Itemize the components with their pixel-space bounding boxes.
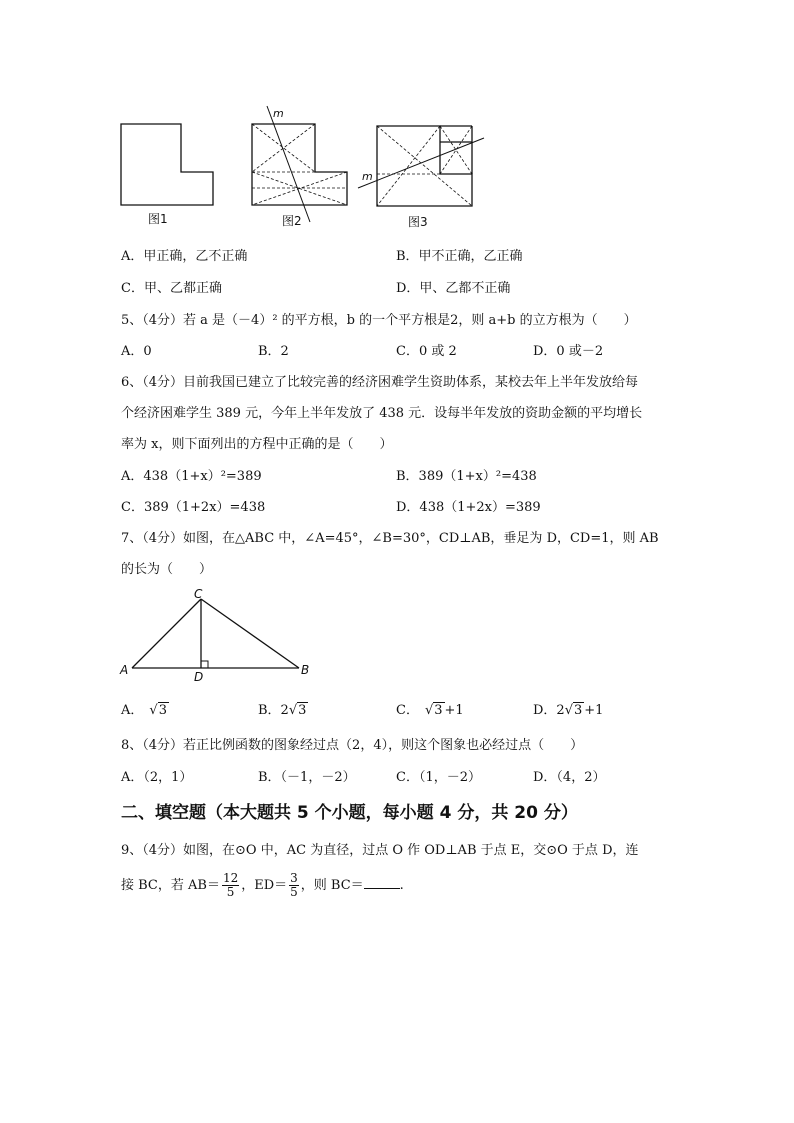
q4-option-d: D．甲、乙都不正确: [396, 281, 511, 296]
fraction-ed: $\frac{3}{5}$: [290, 871, 298, 899]
q7-triangle-figure: [114, 585, 324, 685]
q8-option-c: C．（1，－2）: [396, 770, 481, 785]
q4-option-b: B．甲不正确，乙正确: [396, 249, 523, 264]
q6-option-d: D．438（1+2x）=389: [396, 500, 541, 515]
figure-3-dashed-lines: [377, 126, 472, 206]
q7-option-b: B．2√3: [258, 703, 307, 718]
q9-stem-line2: 接 BC，若 AB＝ $\frac{12}{5}$ ，ED＝ $\frac{3}{5}$ ，则 BC＝ .: [121, 871, 404, 899]
side-bc: [201, 599, 299, 668]
q8-stem: 8、（4分）若正比例函数的图象经过点（2，4），则这个图象也必经过点（ ）: [121, 738, 584, 753]
q7-b-radicand: 3: [298, 703, 307, 718]
q6-stem-line3: 率为 x，则下面列出的方程中正确的是（ ）: [121, 437, 393, 452]
q5-option-a: A．0: [121, 344, 152, 359]
vertex-label-d: D: [194, 670, 204, 684]
q7-option-c: C． √3 +1: [396, 703, 464, 718]
fig2-label: 图2: [282, 214, 302, 228]
q4-option-a: A．甲正确，乙不正确: [121, 249, 248, 264]
fig3-m-label: m: [362, 170, 373, 183]
fig1-label: 图1: [148, 212, 168, 226]
q5-stem: 5、（4分）若 a 是（－4）² 的平方根，b 的一个平方根是2，则 a+b 的立方根为（ ）: [121, 313, 637, 328]
figures-top: [110, 100, 500, 240]
vertex-label-b: B: [301, 663, 310, 677]
fig3-label: 图3: [408, 215, 428, 229]
q6-stem-line2: 个经济困难学生 389 元，今年上半年发放了 438 元．设每半年发放的资助金额的平均增长: [121, 406, 643, 421]
section-2-heading: 二、填空题（本大题共 5 个小题，每小题 4 分，共 20 分）: [121, 803, 578, 823]
sqrt-icon: √: [424, 703, 434, 718]
q7-c-radicand: 3: [434, 703, 443, 718]
q7-d-radicand: 3: [574, 703, 583, 718]
q6-option-a: A．438（1+x）²=389: [121, 469, 262, 484]
sqrt-icon: √: [564, 703, 573, 718]
q7-stem-line1: 7、（4分）如图，在△ABC 中，∠A=45°，∠B=30°，CD⊥AB，垂足为 D，CD=1，则 AB: [121, 531, 659, 546]
q7-option-d: D．2√3 +1: [533, 703, 604, 718]
q5-option-d: D．0 或－2: [533, 344, 604, 359]
q7-stem-line2: 的长为（ ）: [121, 562, 213, 577]
q6-option-b: B．389（1+x）²=438: [396, 469, 537, 484]
q7-a-radicand: 3: [158, 703, 167, 718]
q8-option-d: D．（4，2）: [533, 770, 606, 785]
vertex-label-a: A: [120, 663, 129, 677]
fraction-ab: $\frac{12}{5}$: [222, 871, 239, 899]
q6-stem-line1: 6、（4分）目前我国已建立了比较完善的经济困难学生资助体系，某校去年上半年发放给每: [121, 375, 639, 390]
q7-option-a: A． √3: [121, 703, 167, 718]
q9-stem-line1: 9、（4分）如图，在⊙O 中，AC 为直径，过点 O 作 OD⊥AB 于点 E，交⊙O 于点 D，连: [121, 843, 639, 858]
sqrt-icon: √: [288, 703, 298, 718]
sqrt-icon: √: [149, 703, 158, 718]
answer-blank[interactable]: [364, 876, 400, 889]
fig2-m-label: m: [273, 107, 284, 120]
q6-option-c: C．389（1+2x）=438: [121, 500, 266, 515]
q8-option-b: B．（－1，－2）: [258, 770, 356, 785]
q8-option-a: A．（2，1）: [121, 770, 193, 785]
vertex-label-c: C: [194, 587, 203, 601]
side-ac: [132, 599, 201, 668]
figure-1-l-shape: [121, 124, 213, 205]
right-angle-mark: [201, 661, 208, 668]
q4-option-c: C．甲、乙都正确: [121, 281, 222, 296]
q5-option-c: C．0 或 2: [396, 344, 457, 359]
q5-option-b: B．2: [258, 344, 289, 359]
